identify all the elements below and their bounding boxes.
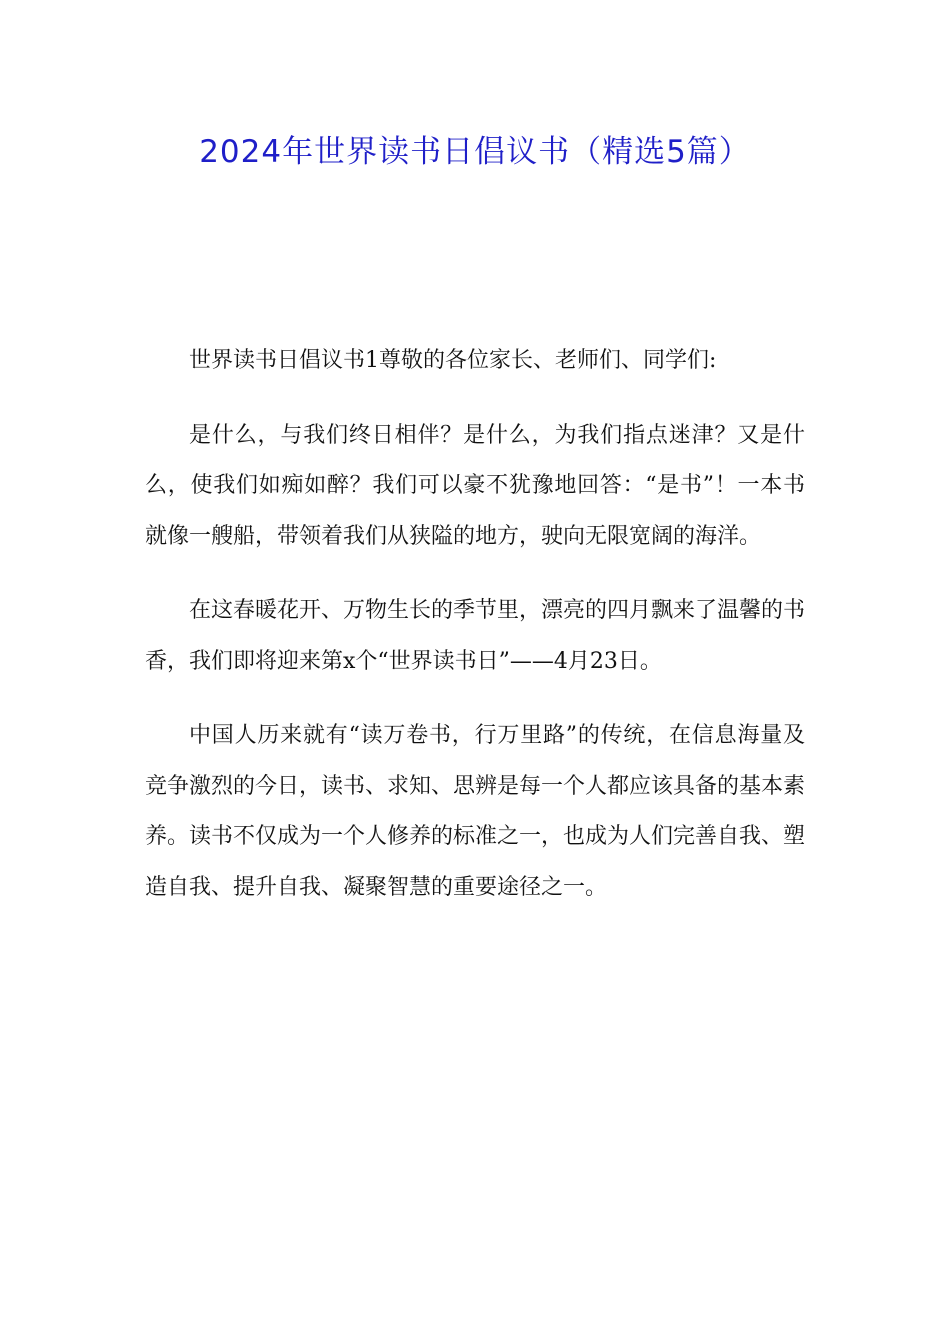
document-body xyxy=(145,336,805,913)
page-title: 2024年世界读书日倡议书（精选5篇） xyxy=(199,134,751,170)
paragraph-salutation: 世界读书日倡议书1尊敬的各位家长、老师们、同学们: xyxy=(189,348,717,373)
paragraph-3: 中国人历来就有“读万卷书，行万里路”的传统，在信息海量及竞争激烈的今日，读书、求知、思辨是每一个人都应该具备的基本素养。读书不仅成为一个人修养的标准之一，也成为人们完善自我、塑造自我、提升自我、凝聚智慧的重要途径之一。 xyxy=(145,723,806,900)
paragraph-1: 是什么，与我们终日相伴？是什么，为我们指点迷津？又是什么，使我们如痴如醉？我们可以豪不犹豫地回答：“是书”！一本书就像一艘船，带领着我们从狭隘的地方，驶向无限宽阔的海洋。 xyxy=(145,422,805,549)
paragraph-2: 在这春暖花开、万物生长的季节里，漂亮的四月飘来了温馨的书香，我们即将迎来第x个“世界读书日”——4月23日。 xyxy=(145,598,806,674)
